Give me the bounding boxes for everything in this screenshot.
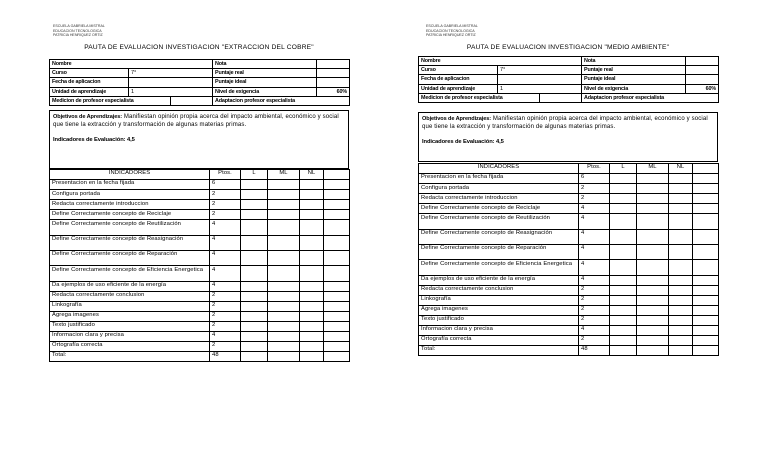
- adaptation-label: Adaptacion profesor especialista: [582, 93, 719, 102]
- indicator-points: 4: [579, 214, 610, 229]
- indicator-row: [50, 352, 350, 362]
- subject-name: EDUCACION TECNOLOGICA: [53, 28, 102, 33]
- col-l: L: [241, 170, 268, 180]
- score-ml-cell[interactable]: [268, 331, 300, 341]
- sheet-title: PAUTA DE EVALUACION INVESTIGACION "EXTRACCION DEL COBRE": [84, 44, 314, 51]
- score-l-cell[interactable]: [241, 352, 268, 362]
- requirement-label: Nivel de exigencia: [582, 84, 686, 93]
- indicator-row: [419, 295, 719, 305]
- score-ml-cell[interactable]: [637, 229, 669, 244]
- indicator-points: 2: [210, 210, 241, 220]
- indicator-row: [419, 229, 719, 244]
- score-ml-cell[interactable]: [637, 285, 669, 295]
- col-nl: NL: [669, 164, 693, 174]
- indicator-text: Define Correctamente concepto de Reasignación: [50, 235, 210, 250]
- score-l-cell[interactable]: [241, 220, 268, 235]
- score-l-cell[interactable]: [610, 335, 637, 345]
- indicator-row: [419, 275, 719, 285]
- score-nl-cell[interactable]: [669, 260, 693, 275]
- col-extra: [693, 164, 719, 174]
- indicator-text: Define Correctamente concepto de Reutilización: [419, 214, 579, 229]
- indicator-text: Define Correctamente concepto de Eficiencia Energetica: [50, 266, 210, 281]
- indicator-points: 48: [579, 346, 610, 356]
- real-score-label: Puntaje real: [213, 69, 317, 78]
- school-header: [53, 24, 105, 38]
- indicator-text: Da ejemplos de uso eficiente de la energía: [50, 281, 210, 291]
- indicator-row: [50, 200, 350, 210]
- score-ml-cell[interactable]: [637, 346, 669, 356]
- indicator-row: [50, 180, 350, 190]
- indicator-points: 2: [210, 311, 241, 321]
- indicator-points: 48: [210, 352, 241, 362]
- score-l-cell[interactable]: [241, 301, 268, 311]
- col-indicators: INDICADORES: [50, 170, 210, 180]
- score-ml-cell[interactable]: [268, 210, 300, 220]
- score-l-cell[interactable]: [610, 244, 637, 259]
- indicator-points: 2: [579, 335, 610, 345]
- extra-cell[interactable]: [693, 295, 719, 305]
- indicator-text: Define Correctamente concepto de Reparación: [419, 244, 579, 259]
- measurement-label: Medicion de profesor especialista: [419, 93, 540, 102]
- col-ml: ML: [637, 164, 669, 174]
- score-l-cell[interactable]: [241, 210, 268, 220]
- score-ml-cell[interactable]: [637, 244, 669, 259]
- indicator-row: [50, 321, 350, 331]
- real-score-value[interactable]: [317, 69, 350, 78]
- unit-value: 1: [129, 87, 213, 96]
- course-label: Curso: [50, 69, 129, 78]
- evaluation-indicators-label: Indicadores de Evaluación: 4,5: [422, 138, 504, 145]
- indicator-row: [419, 194, 719, 204]
- score-ml-cell[interactable]: [637, 315, 669, 325]
- score-nl-cell[interactable]: [669, 204, 693, 214]
- ideal-score-label: Puntaje ideal: [213, 78, 317, 87]
- score-nl-cell[interactable]: [669, 229, 693, 244]
- requirement-label: Nivel de exigencia: [213, 87, 317, 96]
- indicator-row: [50, 266, 350, 281]
- measurement-label: Medicion de profesor especialista: [50, 96, 171, 105]
- indicator-text: Texto justificado: [419, 315, 579, 325]
- indicator-row: [419, 174, 719, 184]
- extra-cell[interactable]: [693, 305, 719, 315]
- indicator-row: [50, 331, 350, 341]
- score-l-cell[interactable]: [610, 305, 637, 315]
- score-nl-cell[interactable]: [300, 301, 324, 311]
- grade-value[interactable]: [317, 60, 350, 69]
- unit-value: 1: [498, 84, 582, 93]
- indicator-points: 2: [579, 295, 610, 305]
- real-score-value[interactable]: [686, 66, 719, 75]
- score-nl-cell[interactable]: [300, 281, 324, 291]
- indicator-points: 2: [210, 291, 241, 301]
- indicator-text: Redacta correctamente introduccion: [419, 194, 579, 204]
- score-l-cell[interactable]: [241, 291, 268, 301]
- indicator-row: [419, 285, 719, 295]
- score-nl-cell[interactable]: [669, 174, 693, 184]
- indicator-text: Ortografía correcta: [419, 335, 579, 345]
- score-ml-cell[interactable]: [268, 220, 300, 235]
- extra-cell[interactable]: [324, 210, 350, 220]
- score-l-cell[interactable]: [610, 315, 637, 325]
- score-ml-cell[interactable]: [637, 204, 669, 214]
- indicator-text: Redacta correctamente introduccion: [50, 200, 210, 210]
- indicator-points: 2: [210, 301, 241, 311]
- col-points: Ptos.: [579, 164, 610, 174]
- score-ml-cell[interactable]: [268, 352, 300, 362]
- name-label: Nombre: [419, 57, 582, 66]
- indicator-text: Linkografía: [419, 295, 579, 305]
- indicator-row: [419, 184, 719, 194]
- grade-label: Nota: [582, 57, 686, 66]
- course-label: Curso: [419, 66, 498, 75]
- date-label: Fecha de aplicacion: [50, 78, 129, 87]
- extra-cell[interactable]: [324, 331, 350, 341]
- indicator-points: 4: [210, 250, 241, 265]
- score-ml-cell[interactable]: [637, 335, 669, 345]
- extra-cell[interactable]: [324, 200, 350, 210]
- score-nl-cell[interactable]: [669, 184, 693, 194]
- indicator-row: [50, 250, 350, 265]
- requirement-value: 60%: [686, 84, 719, 93]
- indicator-text: Presentacion en la fecha fijada: [50, 180, 210, 190]
- score-nl-cell[interactable]: [669, 285, 693, 295]
- score-nl-cell[interactable]: [669, 194, 693, 204]
- score-nl-cell[interactable]: [669, 335, 693, 345]
- indicator-text: Total:: [419, 346, 579, 356]
- teacher-name: PATRICIA HENRIQUEZ ORTIZ: [426, 33, 476, 38]
- col-extra: [324, 170, 350, 180]
- extra-cell[interactable]: [324, 352, 350, 362]
- extra-cell[interactable]: [324, 235, 350, 250]
- indicator-text: Define Correctamente concepto de Reasignación: [419, 229, 579, 244]
- indicator-row: [50, 291, 350, 301]
- indicator-row: [419, 244, 719, 259]
- score-ml-cell[interactable]: [268, 311, 300, 321]
- indicator-text: Texto justificado: [50, 321, 210, 331]
- score-nl-cell[interactable]: [300, 250, 324, 265]
- objectives-text: Manifiestan opinión propia acerca del impacto ambiental, económico y social que tiene la extracción y transformación de algunas materias primas.: [422, 116, 708, 131]
- indicator-text: Define Correctamente concepto de Reparación: [50, 250, 210, 265]
- unit-label: Unidad de aprendizaje: [50, 87, 129, 96]
- score-nl-cell[interactable]: [300, 321, 324, 331]
- score-nl-cell[interactable]: [669, 275, 693, 285]
- teacher-name: PATRICIA HENRIQUEZ ORTIZ: [53, 33, 103, 38]
- indicator-text: Redacta correctamente conclusion: [50, 291, 210, 301]
- indicator-points: 4: [210, 266, 241, 281]
- grade-value[interactable]: [686, 57, 719, 66]
- col-points: Ptos.: [210, 170, 241, 180]
- school-name: ESCUELA GABRIELA MISTRAL: [426, 24, 478, 28]
- score-nl-cell[interactable]: [669, 295, 693, 305]
- score-l-cell[interactable]: [610, 285, 637, 295]
- col-indicators: INDICADORES: [419, 164, 579, 174]
- score-ml-cell[interactable]: [268, 190, 300, 200]
- indicator-text: Define Correctamente concepto de Reciclaje: [419, 204, 579, 214]
- extra-cell[interactable]: [324, 281, 350, 291]
- indicator-text: Configura portada: [419, 184, 579, 194]
- indicator-points: 4: [210, 331, 241, 341]
- score-nl-cell[interactable]: [669, 305, 693, 315]
- score-nl-cell[interactable]: [669, 346, 693, 356]
- extra-cell[interactable]: [693, 204, 719, 214]
- extra-cell[interactable]: [324, 291, 350, 301]
- adaptation-label: Adaptacion profesor especialista: [213, 96, 350, 105]
- score-ml-cell[interactable]: [637, 275, 669, 285]
- objectives-text: Manifiestan opinión propia acerca del impacto ambiental, económico y social que tiene la extracción y transformación de algunas materias primas.: [53, 114, 339, 129]
- indicator-text: Define Correctamente concepto de Eficiencia Energetica: [419, 260, 579, 275]
- indicator-points: 4: [579, 244, 610, 259]
- indicators-body: [419, 174, 719, 356]
- score-ml-cell[interactable]: [268, 301, 300, 311]
- indicator-row: [50, 301, 350, 311]
- indicator-points: 4: [579, 260, 610, 275]
- extra-cell[interactable]: [693, 285, 719, 295]
- score-ml-cell[interactable]: [268, 266, 300, 281]
- extra-cell[interactable]: [693, 244, 719, 259]
- score-nl-cell[interactable]: [300, 235, 324, 250]
- score-nl-cell[interactable]: [669, 214, 693, 229]
- indicator-row: [50, 341, 350, 351]
- score-l-cell[interactable]: [241, 341, 268, 351]
- indicator-row: [50, 235, 350, 250]
- score-nl-cell[interactable]: [300, 291, 324, 301]
- indicator-row: [50, 311, 350, 321]
- score-l-cell[interactable]: [610, 260, 637, 275]
- indicator-row: [419, 204, 719, 214]
- score-l-cell[interactable]: [241, 190, 268, 200]
- extra-cell[interactable]: [324, 180, 350, 190]
- extra-cell[interactable]: [324, 341, 350, 351]
- score-ml-cell[interactable]: [637, 305, 669, 315]
- indicator-row: [50, 220, 350, 235]
- score-nl-cell[interactable]: [300, 341, 324, 351]
- indicator-points: 2: [579, 315, 610, 325]
- col-l: L: [610, 164, 637, 174]
- extra-cell[interactable]: [324, 321, 350, 331]
- indicator-text: Linkografía: [50, 301, 210, 311]
- indicator-text: Redacta correctamente conclusion: [419, 285, 579, 295]
- course-value: 7°: [129, 69, 213, 78]
- score-ml-cell[interactable]: [268, 321, 300, 331]
- extra-cell[interactable]: [693, 260, 719, 275]
- score-l-cell[interactable]: [610, 346, 637, 356]
- score-l-cell[interactable]: [610, 194, 637, 204]
- measurement-value[interactable]: [540, 93, 582, 102]
- objectives-label: Objetivos de Aprendizajes:: [422, 116, 491, 122]
- score-ml-cell[interactable]: [268, 341, 300, 351]
- indicator-points: 6: [579, 174, 610, 184]
- name-label: Nombre: [50, 60, 213, 69]
- score-l-cell[interactable]: [241, 321, 268, 331]
- measurement-value[interactable]: [171, 96, 213, 105]
- indicator-points: 4: [579, 275, 610, 285]
- score-l-cell[interactable]: [610, 204, 637, 214]
- indicator-points: 4: [210, 281, 241, 291]
- score-l-cell[interactable]: [610, 214, 637, 229]
- score-l-cell[interactable]: [241, 281, 268, 291]
- extra-cell[interactable]: [324, 301, 350, 311]
- indicator-row: [50, 281, 350, 291]
- school-header: [426, 24, 478, 38]
- indicator-text: Agrega imagenes: [50, 311, 210, 321]
- ideal-score-value[interactable]: [686, 75, 719, 84]
- score-l-cell[interactable]: [241, 266, 268, 281]
- indicator-text: Agrega imagenes: [419, 305, 579, 315]
- ideal-score-value[interactable]: [317, 78, 350, 87]
- unit-label: Unidad de aprendizaje: [419, 84, 498, 93]
- indicator-points: 2: [210, 341, 241, 351]
- indicator-points: 4: [579, 229, 610, 244]
- date-value[interactable]: [498, 75, 582, 84]
- score-l-cell[interactable]: [610, 295, 637, 305]
- indicator-text: Da ejemplos de uso eficiente de la energía: [419, 275, 579, 285]
- indicators-header-row: [419, 164, 719, 174]
- indicator-points: 4: [579, 325, 610, 335]
- score-ml-cell[interactable]: [637, 295, 669, 305]
- extra-cell[interactable]: [693, 184, 719, 194]
- indicator-text: Configura portada: [50, 190, 210, 200]
- score-l-cell[interactable]: [610, 184, 637, 194]
- indicators-table: [418, 163, 719, 356]
- indicator-points: 2: [579, 285, 610, 295]
- indicator-row: [419, 346, 719, 356]
- indicator-text: Ortografía correcta: [50, 341, 210, 351]
- indicator-points: 4: [210, 220, 241, 235]
- score-l-cell[interactable]: [241, 331, 268, 341]
- indicator-points: 2: [579, 305, 610, 315]
- score-nl-cell[interactable]: [300, 266, 324, 281]
- score-l-cell[interactable]: [610, 229, 637, 244]
- indicator-points: 4: [210, 235, 241, 250]
- score-ml-cell[interactable]: [637, 325, 669, 335]
- score-ml-cell[interactable]: [268, 200, 300, 210]
- extra-cell[interactable]: [693, 325, 719, 335]
- indicator-text: Informacion clara y precisa: [419, 325, 579, 335]
- indicator-text: Define Correctamente concepto de Reutilización: [50, 220, 210, 235]
- student-info-table: [49, 59, 350, 106]
- score-l-cell[interactable]: [241, 235, 268, 250]
- score-ml-cell[interactable]: [637, 184, 669, 194]
- subject-name: EDUCACION TECNOLOGICA: [426, 28, 475, 33]
- score-ml-cell[interactable]: [268, 281, 300, 291]
- indicator-row: [419, 325, 719, 335]
- score-l-cell[interactable]: [610, 275, 637, 285]
- objectives-label: Objetivos de Aprendizajes:: [53, 114, 122, 120]
- extra-cell[interactable]: [693, 229, 719, 244]
- score-nl-cell[interactable]: [300, 331, 324, 341]
- indicator-row: [419, 305, 719, 315]
- indicator-row: [419, 315, 719, 325]
- score-l-cell[interactable]: [610, 325, 637, 335]
- extra-cell[interactable]: [693, 194, 719, 204]
- indicator-row: [50, 190, 350, 200]
- course-value: 7°: [498, 66, 582, 75]
- extra-cell[interactable]: [693, 275, 719, 285]
- indicators-body: [50, 180, 350, 362]
- extra-cell[interactable]: [693, 315, 719, 325]
- school-name: ESCUELA GABRIELA MISTRAL: [53, 24, 105, 28]
- date-label: Fecha de aplicacion: [419, 75, 498, 84]
- indicator-row: [50, 210, 350, 220]
- indicator-points: 4: [579, 204, 610, 214]
- score-ml-cell[interactable]: [268, 235, 300, 250]
- score-nl-cell[interactable]: [300, 220, 324, 235]
- score-ml-cell[interactable]: [637, 194, 669, 204]
- extra-cell[interactable]: [324, 311, 350, 321]
- score-nl-cell[interactable]: [300, 311, 324, 321]
- indicator-text: Presentacion en la fecha fijada: [419, 174, 579, 184]
- score-ml-cell[interactable]: [268, 291, 300, 301]
- col-ml: ML: [268, 170, 300, 180]
- score-l-cell[interactable]: [241, 311, 268, 321]
- score-ml-cell[interactable]: [637, 214, 669, 229]
- indicator-text: Informacion clara y precisa: [50, 331, 210, 341]
- score-nl-cell[interactable]: [300, 352, 324, 362]
- score-nl-cell[interactable]: [300, 210, 324, 220]
- score-nl-cell[interactable]: [300, 190, 324, 200]
- col-nl: NL: [300, 170, 324, 180]
- score-ml-cell[interactable]: [268, 250, 300, 265]
- indicator-points: 2: [579, 194, 610, 204]
- score-l-cell[interactable]: [241, 250, 268, 265]
- score-nl-cell[interactable]: [300, 200, 324, 210]
- grade-label: Nota: [213, 60, 317, 69]
- indicators-header-row: [50, 170, 350, 180]
- score-nl-cell[interactable]: [669, 325, 693, 335]
- extra-cell[interactable]: [693, 214, 719, 229]
- extra-cell[interactable]: [693, 335, 719, 345]
- score-nl-cell[interactable]: [669, 244, 693, 259]
- real-score-label: Puntaje real: [582, 66, 686, 75]
- indicator-text: Total:: [50, 352, 210, 362]
- score-ml-cell[interactable]: [268, 180, 300, 190]
- score-l-cell[interactable]: [241, 200, 268, 210]
- indicator-row: [419, 214, 719, 229]
- date-value[interactable]: [129, 78, 213, 87]
- indicator-row: [419, 335, 719, 345]
- extra-cell[interactable]: [324, 266, 350, 281]
- score-nl-cell[interactable]: [669, 315, 693, 325]
- score-l-cell[interactable]: [610, 174, 637, 184]
- score-nl-cell[interactable]: [300, 180, 324, 190]
- requirement-value: 60%: [317, 87, 350, 96]
- indicator-points: 2: [210, 200, 241, 210]
- objectives-box: [418, 112, 718, 162]
- indicator-points: 6: [210, 180, 241, 190]
- indicator-row: [419, 260, 719, 275]
- sheet-title: PAUTA DE EVALUACION INVESTIGACION "MEDIO AMBIENTE": [466, 44, 670, 51]
- indicator-points: 2: [210, 321, 241, 331]
- score-l-cell[interactable]: [241, 180, 268, 190]
- extra-cell[interactable]: [324, 220, 350, 235]
- evaluation-indicators-label: Indicadores de Evaluación: 4,5: [53, 136, 135, 143]
- score-ml-cell[interactable]: [637, 260, 669, 275]
- indicator-text: Define Correctamente concepto de Reciclaje: [50, 210, 210, 220]
- indicators-table: [49, 169, 350, 362]
- indicator-points: 2: [579, 184, 610, 194]
- ideal-score-label: Puntaje ideal: [582, 75, 686, 84]
- score-ml-cell[interactable]: [637, 174, 669, 184]
- objectives-box: [49, 110, 349, 169]
- extra-cell[interactable]: [693, 174, 719, 184]
- extra-cell[interactable]: [324, 250, 350, 265]
- extra-cell[interactable]: [693, 346, 719, 356]
- student-info-table: [418, 56, 719, 103]
- extra-cell[interactable]: [324, 190, 350, 200]
- indicator-points: 2: [210, 190, 241, 200]
